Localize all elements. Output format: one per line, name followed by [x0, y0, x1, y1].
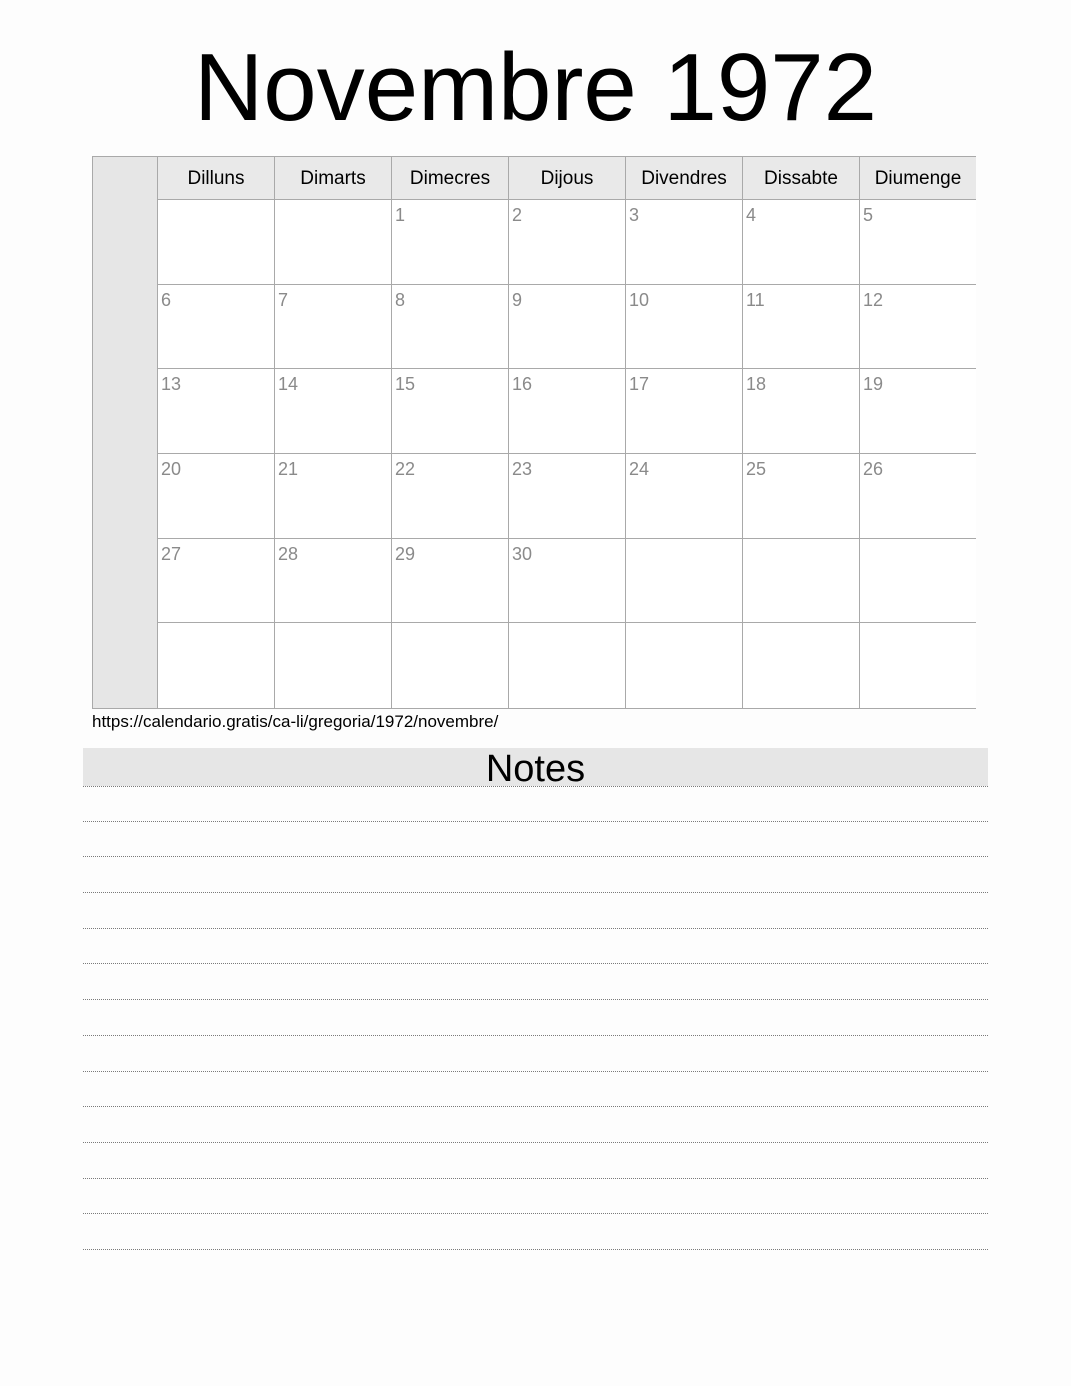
- day-cell: [509, 539, 626, 623]
- day-cell: [860, 623, 976, 708]
- day-number: 6: [161, 289, 172, 310]
- day-cell: [392, 539, 509, 623]
- day-cell: [743, 200, 860, 284]
- day-number: 18: [746, 374, 767, 395]
- day-number: 7: [278, 289, 289, 310]
- day-number: 19: [863, 374, 884, 395]
- day-number: 9: [512, 289, 523, 310]
- day-cell: [158, 454, 275, 538]
- day-cell: [392, 454, 509, 538]
- day-cell: [158, 369, 275, 453]
- day-number: 11: [746, 289, 765, 310]
- page-title: Novembre 1972: [193, 34, 878, 141]
- day-cell: [158, 623, 275, 708]
- note-line: [83, 1143, 988, 1179]
- day-cell: [743, 623, 860, 708]
- day-cell: [743, 539, 860, 623]
- day-cell: [509, 200, 626, 284]
- day-cell: [275, 623, 392, 708]
- week-number-column: [93, 157, 158, 708]
- weekday-header-monday: Dilluns: [158, 157, 275, 199]
- day-cell: [626, 539, 743, 623]
- note-line: [83, 857, 988, 893]
- day-number: 26: [863, 458, 884, 479]
- day-cell: [626, 454, 743, 538]
- day-number: 27: [161, 543, 182, 564]
- day-number: 24: [629, 458, 650, 479]
- day-cell: [860, 285, 976, 369]
- note-line: [83, 893, 988, 929]
- weekday-header-row: [158, 157, 976, 200]
- week-row: [158, 623, 976, 708]
- weekday-header-saturday: Dissabte: [743, 157, 860, 199]
- day-number: 14: [278, 374, 299, 395]
- day-cell: [392, 623, 509, 708]
- day-number: 21: [278, 458, 299, 479]
- day-cell: [392, 200, 509, 284]
- note-line: [83, 929, 988, 965]
- weekday-header-thursday: Dijous: [509, 157, 626, 199]
- day-cell: [509, 285, 626, 369]
- day-cell: [626, 285, 743, 369]
- day-number: 5: [863, 205, 874, 225]
- weeks-container: [158, 200, 976, 708]
- day-cell: [392, 285, 509, 369]
- day-cell: [509, 454, 626, 538]
- day-cell: [860, 454, 976, 538]
- day-cell: [158, 539, 275, 623]
- day-number: 29: [395, 543, 416, 564]
- day-cell: [275, 539, 392, 623]
- note-line: [83, 786, 988, 822]
- notes-lines: [83, 786, 988, 1250]
- day-cell: [275, 454, 392, 538]
- day-cell: [158, 200, 275, 284]
- day-cell: [275, 369, 392, 453]
- day-cell: [860, 369, 976, 453]
- week-row: [158, 454, 976, 539]
- week-row: [158, 369, 976, 454]
- week-row: [158, 200, 976, 285]
- source-url: https://calendario.gratis/ca-li/gregoria/1972/novembre/: [92, 712, 499, 731]
- day-cell: [743, 369, 860, 453]
- week-row: [158, 285, 976, 370]
- day-number: 20: [161, 458, 182, 479]
- day-cell: [392, 369, 509, 453]
- day-cell: [743, 454, 860, 538]
- day-cell: [626, 200, 743, 284]
- day-cell: [860, 200, 976, 284]
- day-cell: [158, 285, 275, 369]
- day-number: 16: [512, 374, 533, 395]
- day-number: 8: [395, 289, 406, 310]
- day-cell: [509, 369, 626, 453]
- day-number: 22: [395, 458, 416, 479]
- day-cell: [860, 539, 976, 623]
- day-cell: [743, 285, 860, 369]
- day-number: 23: [512, 458, 533, 479]
- weekday-header-wednesday: Dimecres: [392, 157, 509, 199]
- note-line: [83, 1072, 988, 1108]
- day-cell: [626, 369, 743, 453]
- day-number: 1: [395, 205, 406, 225]
- day-cell: [509, 623, 626, 708]
- day-number: 15: [395, 374, 416, 395]
- note-line: [83, 964, 988, 1000]
- note-line: [83, 822, 988, 858]
- day-cell: [275, 285, 392, 369]
- note-line: [83, 1214, 988, 1250]
- day-number: 10: [629, 289, 650, 310]
- weekday-header-tuesday: Dimarts: [275, 157, 392, 199]
- day-number: 13: [161, 374, 182, 395]
- note-line: [83, 1107, 988, 1143]
- day-cell: [275, 200, 392, 284]
- day-number: 12: [863, 289, 884, 310]
- note-line: [83, 1000, 988, 1036]
- notes-heading: Notes: [83, 748, 988, 786]
- note-line: [83, 1036, 988, 1072]
- day-number: 28: [278, 543, 299, 564]
- day-number: 17: [629, 374, 650, 395]
- weekday-header-friday: Divendres: [626, 157, 743, 199]
- week-row: [158, 539, 976, 624]
- note-line: [83, 1179, 988, 1215]
- weekday-header-sunday: Diumenge: [874, 168, 962, 189]
- day-cell: [626, 623, 743, 708]
- day-number: 2: [512, 205, 523, 225]
- day-number: 30: [512, 543, 533, 564]
- month-calendar-grid: [92, 156, 976, 709]
- day-number: 4: [746, 205, 757, 225]
- day-number: 25: [746, 458, 767, 479]
- calendar-days-grid: [158, 157, 976, 708]
- day-number: 3: [629, 205, 640, 225]
